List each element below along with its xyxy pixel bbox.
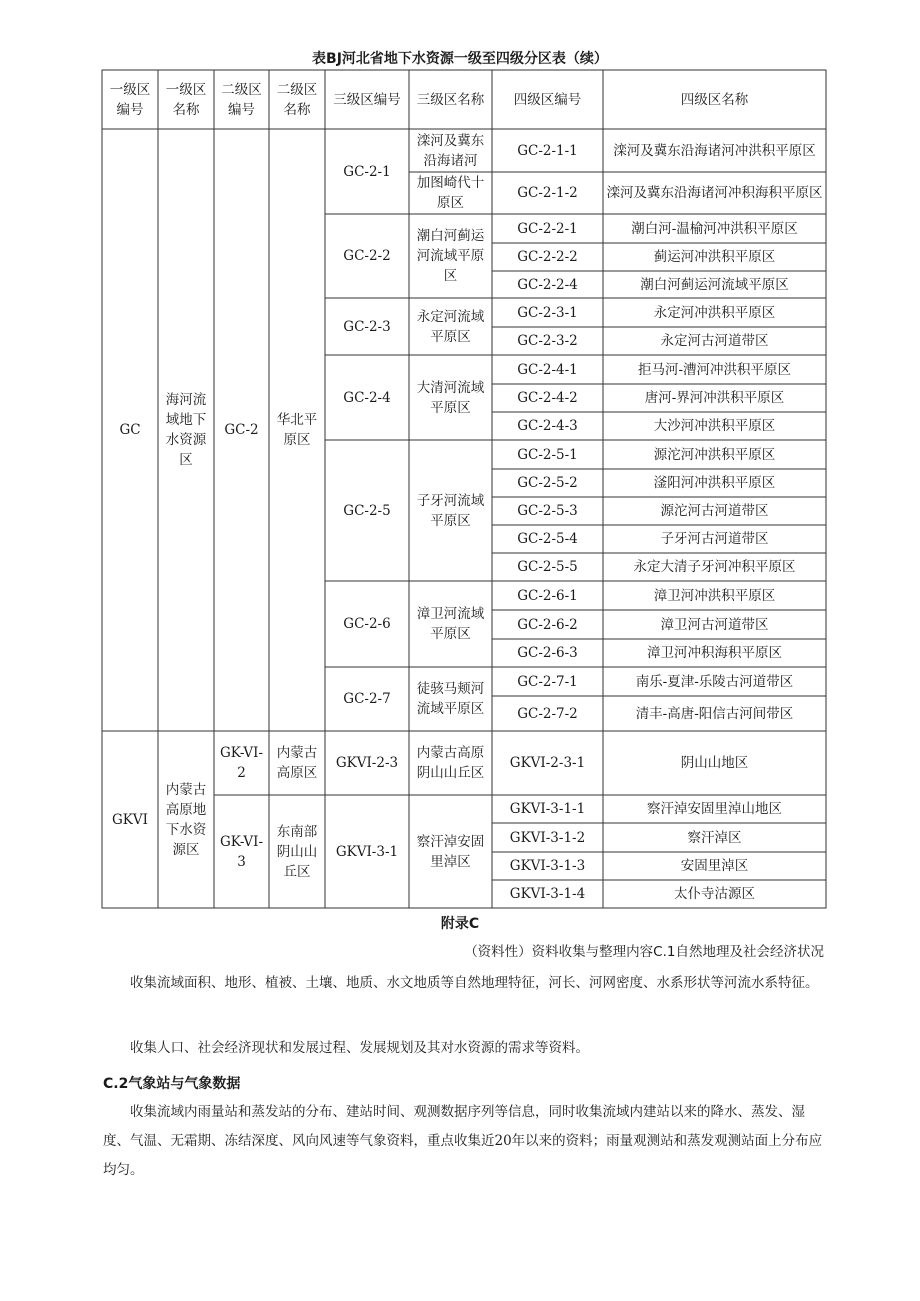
l2-name-cell: 华北平原区 — [276, 412, 318, 448]
l3-name-cell: 加图崎代十原区 — [416, 175, 485, 211]
l3-code-cell: GC-2-3 — [343, 318, 391, 335]
l4-name-cell: 漳卫河冲洪积平原区 — [653, 587, 776, 604]
l4-name-cell: 太仆寺沽源区 — [674, 886, 755, 902]
l4-name-cell: 永定大清子牙河冲积平原区 — [633, 559, 796, 575]
l4-name-cell: 源沱河冲洪积平原区 — [653, 446, 776, 463]
l3-code-cell: GKVI-3-1 — [335, 843, 399, 860]
header-l2-name: 二级区名称 — [276, 81, 318, 118]
l4-code-cell: GKVI-3-1-4 — [509, 886, 586, 902]
l4-code-cell: GC-2-5-4 — [517, 531, 578, 547]
l1-name-cell: 海河流域地下水资源区 — [165, 392, 207, 468]
l3-name-cell: 子牙河流域平原区 — [416, 492, 485, 529]
l4-code-cell: GC-2-6-1 — [517, 587, 578, 604]
l3-name-cell: 徒骇马颊河流域平原区 — [416, 681, 485, 717]
header-l4-name: 四级区名称 — [680, 91, 749, 108]
l3-code-cell: GC-2-4 — [343, 389, 391, 406]
header-l3-code: 三级区编号 — [333, 91, 401, 108]
l4-code-cell: GC-2-2-1 — [517, 220, 578, 237]
l4-name-cell: 永定河冲洪积平原区 — [653, 304, 776, 321]
section-heading: C.2气象站与气象数据 — [103, 1076, 241, 1092]
paragraph: 收集流域面积、地形、植被、土壤、地质、水文地质等自然地理特征，河长、河网密度、水系形状等河流水系特征。 — [130, 975, 819, 991]
l4-code-cell: GC-2-2-4 — [517, 276, 578, 293]
l3-code-cell: GC-2-2 — [343, 248, 391, 264]
l4-name-cell: 南乐-夏津-乐陵古河道带区 — [635, 673, 794, 690]
l3-name-cell: 潮白河蓟运河流域平原区 — [416, 228, 485, 284]
l3-name-cell: 察汗淖安固里淖区 — [416, 833, 485, 870]
l4-name-cell: 蓟运河冲洪积平原区 — [653, 249, 776, 265]
paragraph: 收集人口、社会经济现状和发展过程、发展规划及其对水资源的需求等资料。 — [130, 1040, 589, 1056]
l4-name-cell: 察汗淖安固里淖山地区 — [647, 801, 782, 817]
l1-name-cell: 内蒙古高原地下水资源区 — [165, 781, 207, 858]
l4-code-cell: GC-2-5-1 — [517, 446, 578, 463]
l3-code-cell: GC-2-5 — [343, 502, 391, 519]
l4-code-cell: GKVI-3-1-3 — [509, 858, 586, 874]
l4-name-cell: 大沙河冲洪积平原区 — [653, 418, 776, 434]
paragraph: 收集流域内雨量站和蒸发站的分布、建站时间、观测数据序列等信息，同时收集流域内建站以来的降水、蒸发、湿度、气温、无霜期、冻结深度、风向风速等气象资料，重点收集近20年以来的资料；雨量观测站和蒸发观测站面上分布应均匀。 — [103, 1104, 823, 1178]
l4-code-cell: GC-2-4-2 — [517, 390, 578, 406]
header-l2-code: 二级区编号 — [221, 81, 262, 118]
l4-code-cell: GKVI-3-1-2 — [509, 829, 586, 846]
l3-name-cell: 漳卫河流域平原区 — [416, 606, 485, 642]
l4-code-cell: GKVI-2-3-1 — [509, 755, 586, 771]
l3-name-cell: 内蒙古高原阴山山丘区 — [416, 745, 485, 781]
l4-code-cell: GC-2-2-2 — [517, 249, 578, 265]
l4-name-cell: 滦河及冀东沿海诸河冲积海积平原区 — [606, 185, 823, 201]
appendix-title: 附录C — [440, 916, 480, 932]
l3-code-cell: GKVI-2-3 — [335, 755, 399, 771]
l2-code-cell: GC-2 — [224, 422, 259, 438]
l4-code-cell: GC-2-5-2 — [517, 475, 578, 491]
l4-code-cell: GKVI-3-1-1 — [509, 801, 586, 817]
table-title: 表BJ河北省地下水资源一级至四级分区表（续） — [312, 51, 608, 67]
header-l3-name: 三级区名称 — [416, 91, 485, 108]
l4-name-cell: 察汗淖区 — [687, 829, 742, 846]
l4-code-cell: GC-2-3-2 — [517, 333, 578, 349]
l2-code-cell: GK-VI-2 — [219, 745, 264, 781]
l4-code-cell: GC-2-1-1 — [517, 142, 578, 159]
l4-name-cell: 安固里淖区 — [680, 858, 749, 874]
header-l1-name: 一级区名称 — [165, 81, 207, 118]
l4-name-cell: 潮白河蓟运河流域平原区 — [640, 276, 789, 293]
l1-code-cell: GKVI — [112, 811, 148, 828]
l4-name-cell: 拒马河-漕河冲洪积平原区 — [637, 361, 792, 378]
l4-code-cell: GC-2-6-2 — [517, 616, 578, 633]
l4-name-cell: 唐河-界河冲洪积平原区 — [644, 390, 785, 406]
l4-name-cell: 滦河及冀东沿海诸河冲洪积平原区 — [613, 142, 816, 159]
l3-name-cell: 永定河流域平原区 — [416, 308, 485, 345]
l4-code-cell: GC-2-5-5 — [517, 559, 578, 575]
l4-name-cell: 清丰-高唐-阳信古河间带区 — [635, 705, 794, 722]
l4-name-cell: 子牙河古河道带区 — [660, 531, 769, 547]
l4-name-cell: 滏阳河冲洪积平原区 — [653, 475, 776, 491]
header-l4-code: 四级区编号 — [513, 91, 582, 108]
l4-code-cell: GC-2-3-1 — [517, 304, 578, 321]
l4-name-cell: 漳卫河冲积海积平原区 — [647, 645, 782, 661]
l4-code-cell: GC-2-7-2 — [517, 705, 578, 722]
l3-code-cell: GC-2-6 — [343, 616, 391, 632]
appendix-subtitle: （资料性）资料收集与整理内容C.1自然地理及社会经济状况 — [464, 944, 824, 960]
l4-name-cell: 源沱河古河道带区 — [660, 503, 769, 519]
l2-code-cell: GK-VI-3 — [219, 833, 264, 870]
l2-name-cell: 内蒙古高原区 — [276, 745, 318, 781]
header-l1-code: 一级区编号 — [109, 81, 151, 118]
l4-name-cell: 永定河古河道带区 — [660, 333, 769, 349]
l3-name-cell: 滦河及冀东沿海诸河 — [416, 132, 485, 169]
l4-code-cell: GC-2-1-2 — [517, 185, 578, 201]
l3-code-cell: GC-2-1 — [343, 163, 391, 180]
l4-code-cell: GC-2-7-1 — [517, 673, 578, 690]
l4-name-cell: 阴山山地区 — [680, 755, 749, 771]
l4-name-cell: 漳卫河古河道带区 — [660, 616, 769, 633]
l1-code-cell: GC — [119, 422, 141, 438]
l4-code-cell: GC-2-6-3 — [517, 645, 578, 661]
l3-name-cell: 大清河流域平原区 — [416, 379, 485, 416]
l4-code-cell: GC-2-4-1 — [517, 361, 578, 378]
l3-code-cell: GC-2-7 — [343, 691, 391, 707]
l2-name-cell: 东南部阴山山丘区 — [276, 823, 318, 880]
l4-code-cell: GC-2-4-3 — [517, 418, 578, 434]
l4-name-cell: 潮白河-温榆河冲洪积平原区 — [631, 220, 798, 237]
l4-code-cell: GC-2-5-3 — [517, 503, 578, 519]
